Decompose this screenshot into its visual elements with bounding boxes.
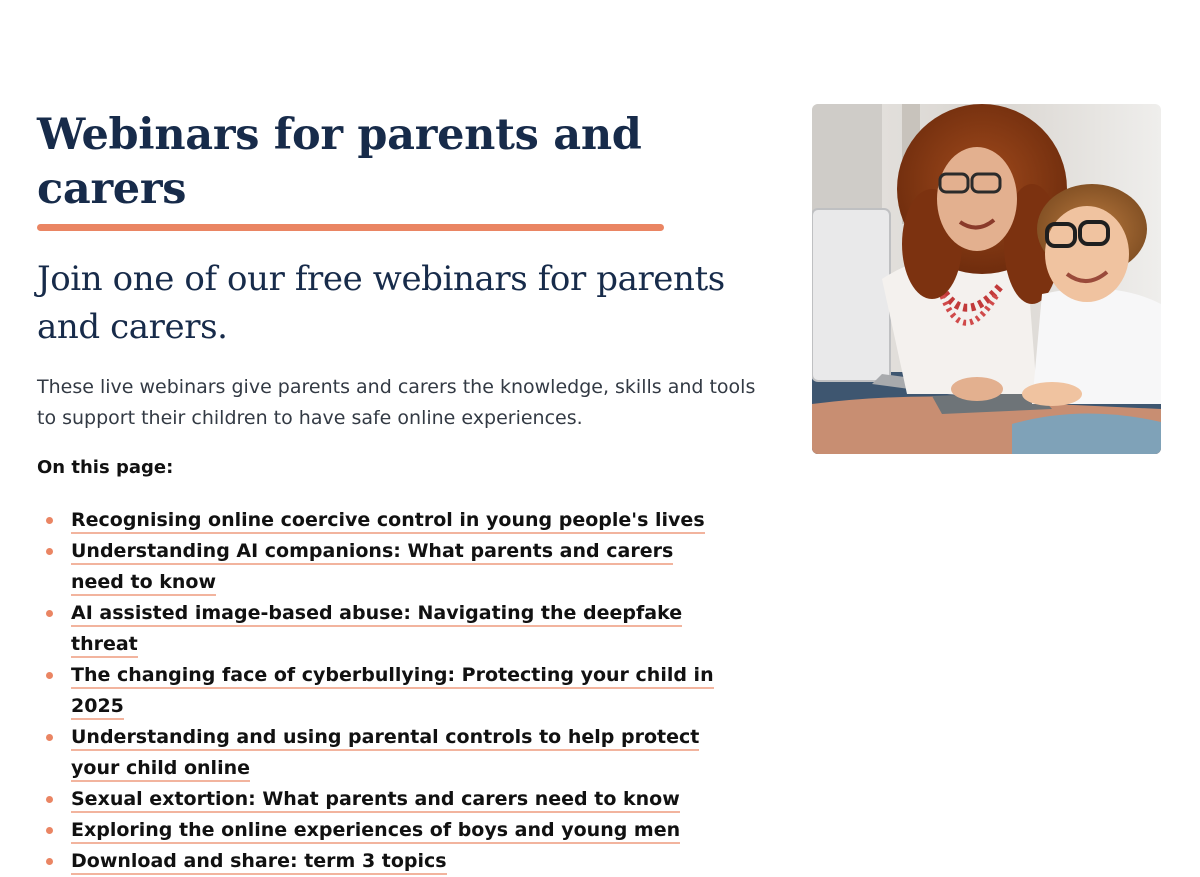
list-item <box>37 598 731 660</box>
main-content <box>37 108 777 877</box>
toc-link-boys-young-men[interactable]: Exploring the online experiences of boys and young men <box>71 819 680 844</box>
list-item <box>37 536 731 598</box>
bullet-icon <box>46 827 53 834</box>
list-item <box>37 660 731 722</box>
hero-photo-parent-and-child-with-laptop <box>812 104 1161 454</box>
toc-link-coercive-control[interactable]: Recognising online coercive control in young people's lives <box>71 509 705 534</box>
bullet-icon <box>46 672 53 679</box>
page-subtitle: Join one of our free webinars for parents and carers. <box>37 259 725 347</box>
bullet-icon <box>46 858 53 865</box>
bullet-icon <box>46 548 53 555</box>
list-item <box>37 815 731 846</box>
bullet-icon <box>46 517 53 524</box>
toc-link-download-share[interactable]: Download and share: term 3 topics <box>71 850 447 875</box>
title-underline-divider <box>37 224 664 231</box>
intro-paragraph: These live webinars give parents and carers the knowledge, skills and tools to support their children to have safe online experiences. <box>37 376 756 429</box>
toc-link-deepfake[interactable]: AI assisted image-based abuse: Navigating the deepfake threat <box>71 602 682 658</box>
toc-link-parental-controls[interactable]: Understanding and using parental controls to help protect your child online <box>71 726 699 782</box>
list-item <box>37 505 731 536</box>
list-item <box>37 722 731 784</box>
toc-link-cyberbullying[interactable]: The changing face of cyberbullying: Protecting your child in 2025 <box>71 664 714 720</box>
list-item <box>37 846 731 877</box>
bullet-icon <box>46 610 53 617</box>
on-this-page-list <box>37 505 777 877</box>
bullet-icon <box>46 734 53 741</box>
toc-link-ai-companions[interactable]: Understanding AI companions: What parents and carers need to know <box>71 540 673 596</box>
bullet-icon <box>46 796 53 803</box>
list-item <box>37 784 731 815</box>
on-this-page-heading: On this page: <box>37 457 174 478</box>
toc-link-sexual-extortion[interactable]: Sexual extortion: What parents and carers need to know <box>71 788 680 813</box>
on-this-page-nav <box>37 455 777 877</box>
page-title: Webinars for parents and carers <box>37 110 642 214</box>
